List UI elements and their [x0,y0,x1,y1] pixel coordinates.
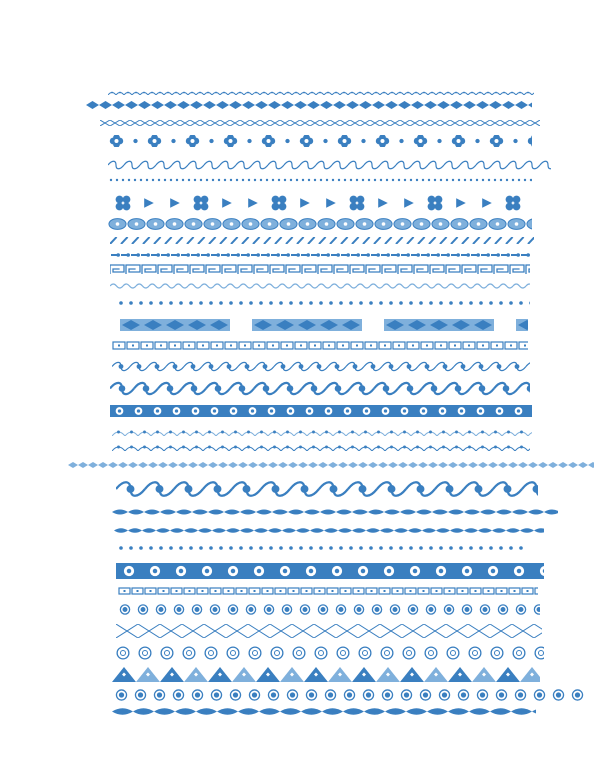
border-strip-dense-leaf [112,705,536,718]
border-strip-spiral-circle [112,646,544,660]
border-strip-frame-floral [116,563,544,579]
border-strip-light-lace [112,428,532,436]
border-strip-flower-dot [107,135,532,147]
border-strip-twist-rope [110,237,534,244]
border-strip-block-motif [120,318,528,332]
border-strip-dot-bar [110,252,530,258]
border-strip-grid-lattice [118,587,538,595]
border-strip-dense-diamond [86,101,532,109]
border-strip-scroll-wave [112,361,530,372]
border-strip-fine-lace [112,443,530,451]
border-strip-bead-oval [108,218,532,230]
border-strip-scroll [108,160,551,170]
border-strip-medallion-frame [110,405,532,417]
border-strip-wide-lace [68,462,594,468]
border-strip-clover-triangle [110,195,530,211]
border-strip-square-chain [112,341,528,350]
border-strip-cross-lattice [116,624,542,638]
border-strip-bead-line [116,545,528,551]
border-strip-greek-key [110,264,530,274]
border-strip-circle-tile [116,604,540,615]
border-strip-thin-dots [108,178,532,182]
border-strip-leaf-chain [112,507,558,517]
border-strip-wave-line [110,282,530,290]
border-strip-triangle-diamond [112,667,540,682]
border-strip-chain-x [100,120,540,126]
border-strip-ornate-scroll [116,480,538,498]
border-strip-lace [108,90,534,95]
border-strip-tiny-dots [116,300,530,306]
border-strip-feather [114,526,544,535]
border-strip-rosette [112,689,584,701]
border-strip-leaf-scroll [110,381,530,396]
